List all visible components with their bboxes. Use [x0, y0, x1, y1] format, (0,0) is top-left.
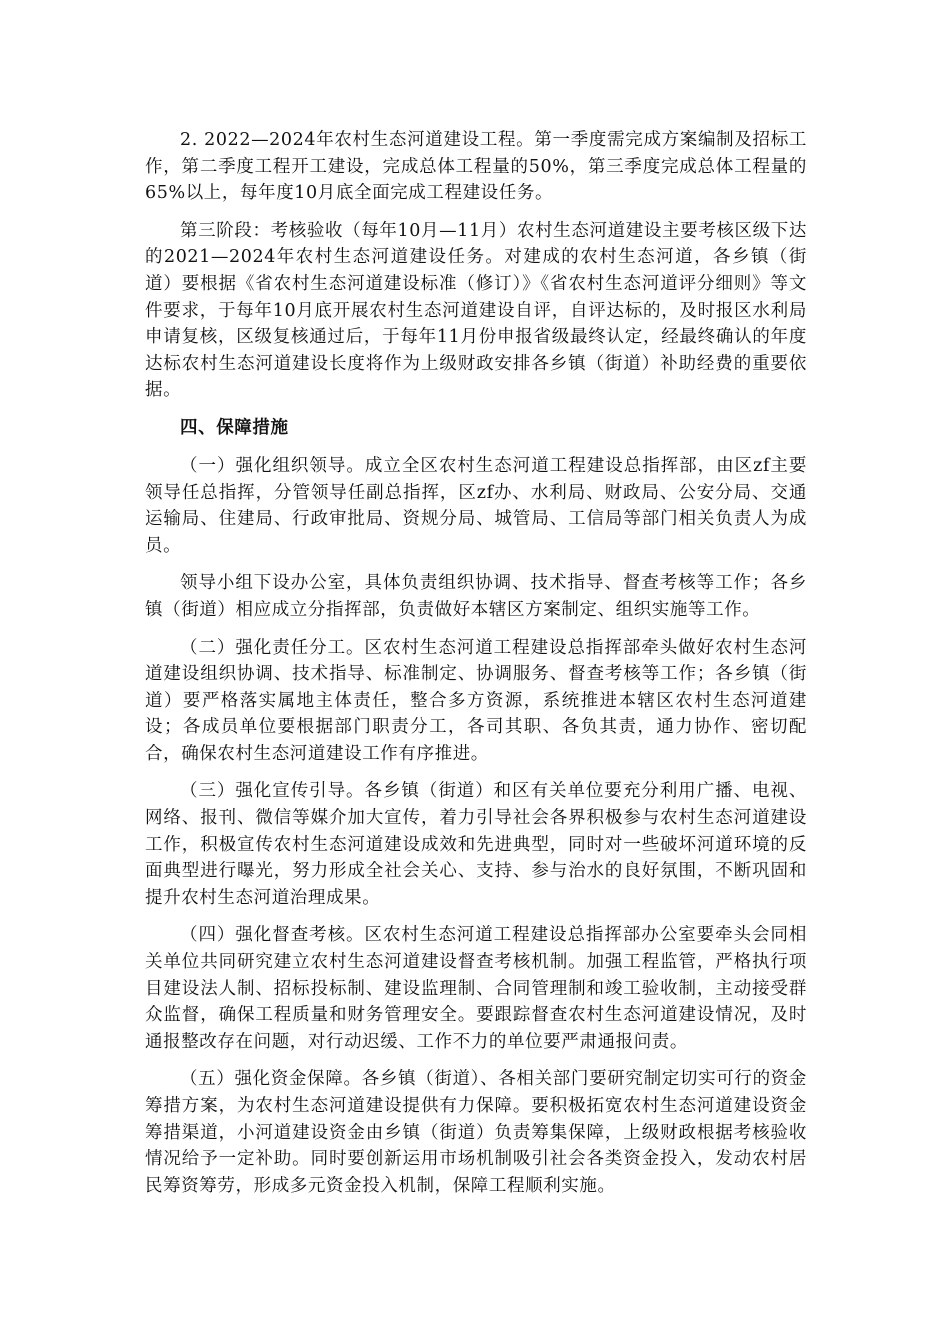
paragraph-responsibility-division: （二）强化责任分工。区农村生态河道工程建设总指挥部牵头做好农村生态河道建设组织协调、技术指导、标准制定、协调服务、督查考核等工作；各乡镇（街道）要严格落实属地主体责任，整合多方资源，系统推进本辖区农村生态河道建设；各成员单位要根据部门职责分工，各司其职、各负其责，通力协作、密切配合，确保农村生态河道建设工作有序推进。 [145, 637, 807, 764]
document-page [145, 127, 807, 1210]
paragraph-publicity-guidance: （三）强化宣传引导。各乡镇（街道）和区有关单位要充分利用广播、电视、网络、报刊、微信等媒介加大宣传，着力引导社会各界积极参与农村生态河道建设工作，积极宣传农村生态河道建设成效和先进典型，同时对一些破坏河道环境的反面典型进行曝光，努力形成全社会关心、支持、参与治水的良好氛围，不断巩固和提升农村生态河道治理成果。 [145, 781, 807, 908]
paragraph-organization-leadership: （一）强化组织领导。成立全区农村生态河道工程建设总指挥部，由区zf主要领导任总指挥，分管领导任副总指挥，区zf办、水利局、财政局、公安分局、交通运输局、住建局、行政审批局、资规分局、城管局、工信局等部门相关负责人为成员。 [145, 455, 807, 556]
paragraph-office-setup: 领导小组下设办公室，具体负责组织协调、技术指导、督查考核等工作；各乡镇（街道）相应成立分指挥部，负责做好本辖区方案制定、组织实施等工作。 [145, 573, 807, 620]
paragraph-supervision-assessment: （四）强化督查考核。区农村生态河道工程建设总指挥部办公室要牵头会同相关单位共同研究建立农村生态河道建设督查考核机制。加强工程监管，严格执行项目建设法人制、招标投标制、建设监理制、合同管理制和竣工验收制，主动接受群众监督，确保工程质量和财务管理安全。要跟踪督查农村生态河道建设情况，及时通报整改存在问题，对行动迟缓、工作不力的单位要严肃通报问责。 [145, 925, 807, 1052]
paragraph-funding-guarantee: （五）强化资金保障。各乡镇（街道）、各相关部门要研究制定切实可行的资金筹措方案，为农村生态河道建设提供有力保障。要积极拓宽农村生态河道建设资金筹措渠道，小河道建设资金由乡镇（街道）负责筹集保障，上级财政根据考核验收情况给予一定补助。同时要创新运用市场机制吸引社会各类资金投入，发动农村居民筹资筹劳，形成多元资金投入机制，保障工程顺利实施。 [145, 1069, 807, 1196]
paragraph-phase-three-acceptance: 第三阶段：考核验收（每年10月—11月）农村生态河道建设主要考核区级下达的2021—2024年农村生态河道建设任务。对建成的农村生态河道，各乡镇（街道）要根据《省农村生态河道建设标准（修订）》《省农村生态河道评分细则》等文件要求，于每年10月底开展农村生态河道建设自评，自评达标的，及时报区水利局申请复核，区级复核通过后，于每年11月份申报省级最终认定，经最终确认的年度达标农村生态河道建设长度将作为上级财政安排各乡镇（街道）补助经费的重要依据。 [145, 220, 807, 401]
section-heading-safeguards: 四、保障措施 [180, 417, 289, 438]
paragraph-phase-two-item-2: 2. 2022—2024年农村生态河道建设工程。第一季度需完成方案编制及招标工作，第二季度工程开工建设，完成总体工程量的50%，第三季度完成总体工程量的65%以上，每年度10月底全面完成工程建设任务。 [145, 130, 807, 204]
